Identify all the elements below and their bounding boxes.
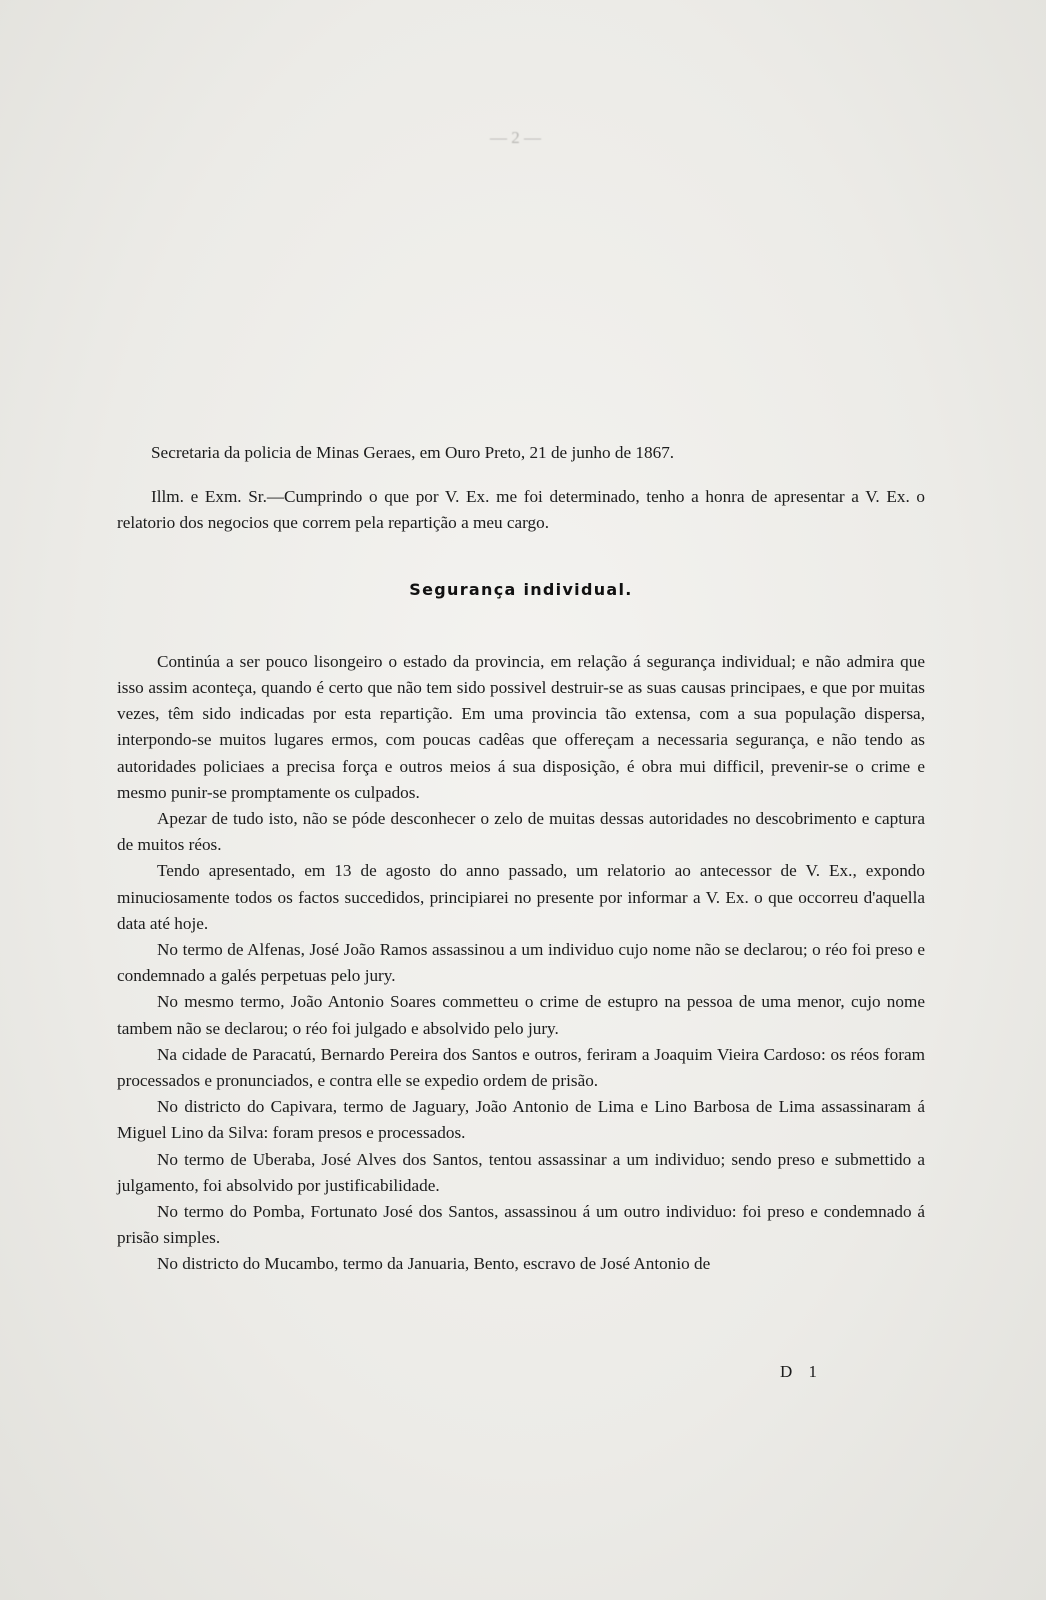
paragraph: No districto do Capivara, termo de Jaguary, João Antonio de Lima e Lino Barbosa de Lima assassinaram á Miguel Lino da Silva: foram presos e processados. [117, 1097, 925, 1143]
document-body [117, 440, 925, 1278]
dateline: Secretaria da policia de Minas Geraes, em Ouro Preto, 21 de junho de 1867. [151, 443, 675, 462]
bleed-through-line [110, 175, 930, 200]
bleed-through-text [110, 175, 930, 200]
paragraph: Apezar de tudo isto, não se póde desconhecer o zelo de muitas dessas autoridades no descobrimento e captura de muitos réos. [117, 809, 925, 855]
section-title: Segurança individual. [409, 579, 633, 599]
paragraph: Continúa a ser pouco lisongeiro o estado da provincia, em relação á segurança individual; e não admira que isso assim aconteça, quando é certo que não tem sido possivel destruir-se as suas causas principaes, e que por muitas vezes, têm sido indicadas por esta repartição. Em uma provincia tão extensa, com a sua população dispersa, interpondo-se muitos lugares ermos, com poucas cadêas que offereçam a necessaria segurança, e não tendo as autoridades policiaes a precisa força e outros meios á sua disposição, é obra mui difficil, prevenir-se o crime e mesmo punir-se promptamente os culpados. [117, 651, 925, 802]
salutation: Illm. e Exm. Sr.—Cumprindo o que por V. Ex. me foi determinado, tenho a honra de apresentar a V. Ex. o relatorio dos negocios que correm pela repartição a meu cargo. [117, 487, 925, 533]
paragraph: Tendo apresentado, em 13 de agosto do anno passado, um relatorio ao antecessor de V. Ex., expondo minuciosamente todos os factos succedidos, principiarei no presente por informar a V. Ex. o que occorreu d'aquella data até hoje. [117, 861, 925, 933]
paragraph: Na cidade de Paracatú, Bernardo Pereira dos Santos e outros, feriram a Joaquim Vieira Cardoso: os réos foram processados e pronunciados, e contra elle se expedio ordem de prisão. [117, 1044, 925, 1091]
signature-mark: D 1 [780, 1362, 824, 1381]
paragraph: No termo de Alfenas, José João Ramos assassinou a um individuo cujo nome não se declarou; o réo foi preso e condemnado a galés perpetuas pelo jury. [117, 940, 925, 986]
paragraph: No termo de Uberaba, José Alves dos Santos, tentou assassinar a um individuo; sendo preso e submettido a julgamento, foi absolvido por justificabilidade. [117, 1149, 925, 1195]
paragraph: No districto do Mucambo, termo da Januaria, Bento, escravo de José Antonio de [157, 1254, 711, 1274]
paragraph: No termo do Pomba, Fortunato José dos Santos, assassinou á um outro individuo: foi preso e condemnado á prisão simples. [117, 1202, 925, 1248]
page-header-number: — 2 — [490, 128, 541, 147]
paragraph: No mesmo termo, João Antonio Soares commetteu o crime de estupro na pessoa de uma menor, cujo nome tambem não se declarou; o réo foi julgado e absolvido pelo jury. [117, 992, 925, 1038]
